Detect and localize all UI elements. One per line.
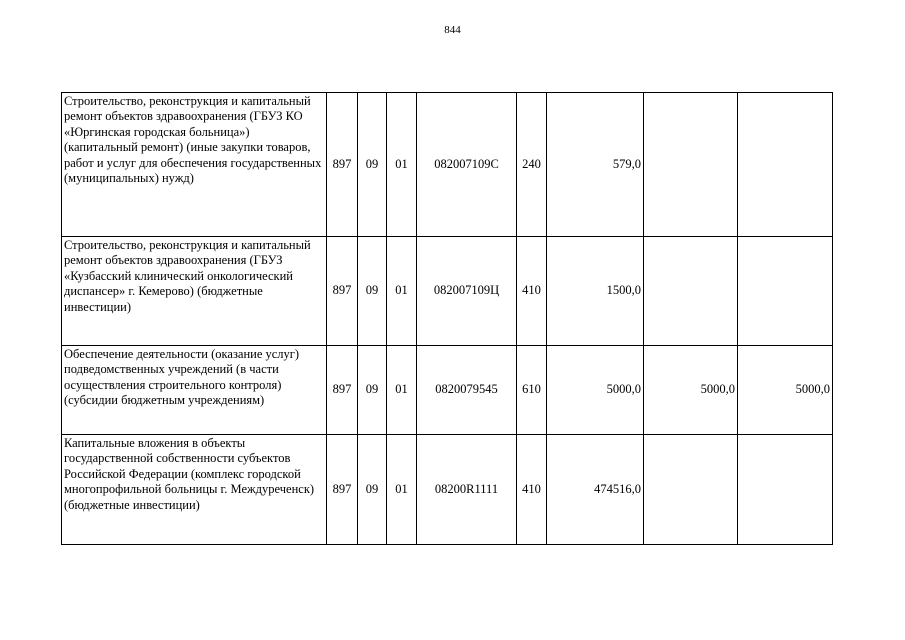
target-article-code: 08200R1111 [417, 435, 517, 545]
sum-year-3 [738, 93, 833, 237]
ministry-code: 897 [327, 435, 358, 545]
subsection-code: 01 [387, 237, 417, 346]
sum-year-2: 5000,0 [644, 346, 738, 435]
row-description: Строительство, реконструкция и капитальный ремонт объектов здравоохранения (ГБУЗ «Кузбасский клинический онкологический диспансер» г. Кемерово) (бюджетные инвестиции) [62, 237, 327, 346]
row-description: Строительство, реконструкция и капитальный ремонт объектов здравоохранения (ГБУЗ КО «Юргинская городская больница») (капитальный ремонт) (иные закупки товаров, работ и услуг для обеспечения государственных (муниципальных) нужд) [62, 93, 327, 237]
budget-table [61, 92, 833, 545]
sum-year-1: 474516,0 [547, 435, 644, 545]
table-row [62, 237, 833, 346]
subsection-code: 01 [387, 93, 417, 237]
target-article-code: 082007109С [417, 93, 517, 237]
section-code: 09 [358, 93, 387, 237]
section-code: 09 [358, 435, 387, 545]
sum-year-1: 579,0 [547, 93, 644, 237]
sum-year-1: 5000,0 [547, 346, 644, 435]
section-code: 09 [358, 346, 387, 435]
sum-year-3: 5000,0 [738, 346, 833, 435]
page-number: 844 [444, 24, 461, 36]
sum-year-1: 1500,0 [547, 237, 644, 346]
target-article-code: 082007109Ц [417, 237, 517, 346]
row-description: Капитальные вложения в объекты государственной собственности субъектов Российской Федерации (комплекс городской многопрофильной больницы г. Междуреченск) (бюджетные инвестиции) [62, 435, 327, 545]
ministry-code: 897 [327, 346, 358, 435]
expense-type-code: 610 [517, 346, 547, 435]
subsection-code: 01 [387, 435, 417, 545]
ministry-code: 897 [327, 93, 358, 237]
ministry-code: 897 [327, 237, 358, 346]
sum-year-3 [738, 435, 833, 545]
expense-type-code: 410 [517, 435, 547, 545]
sum-year-2 [644, 237, 738, 346]
sum-year-3 [738, 237, 833, 346]
sum-year-2 [644, 93, 738, 237]
section-code: 09 [358, 237, 387, 346]
sum-year-2 [644, 435, 738, 545]
table-row [62, 93, 833, 237]
row-description: Обеспечение деятельности (оказание услуг) подведомственных учреждений (в части осуществления строительного контроля) (субсидии бюджетным учреждениям) [62, 346, 327, 435]
expense-type-code: 410 [517, 237, 547, 346]
table-row [62, 435, 833, 545]
target-article-code: 0820079545 [417, 346, 517, 435]
table-row [62, 346, 833, 435]
expense-type-code: 240 [517, 93, 547, 237]
subsection-code: 01 [387, 346, 417, 435]
